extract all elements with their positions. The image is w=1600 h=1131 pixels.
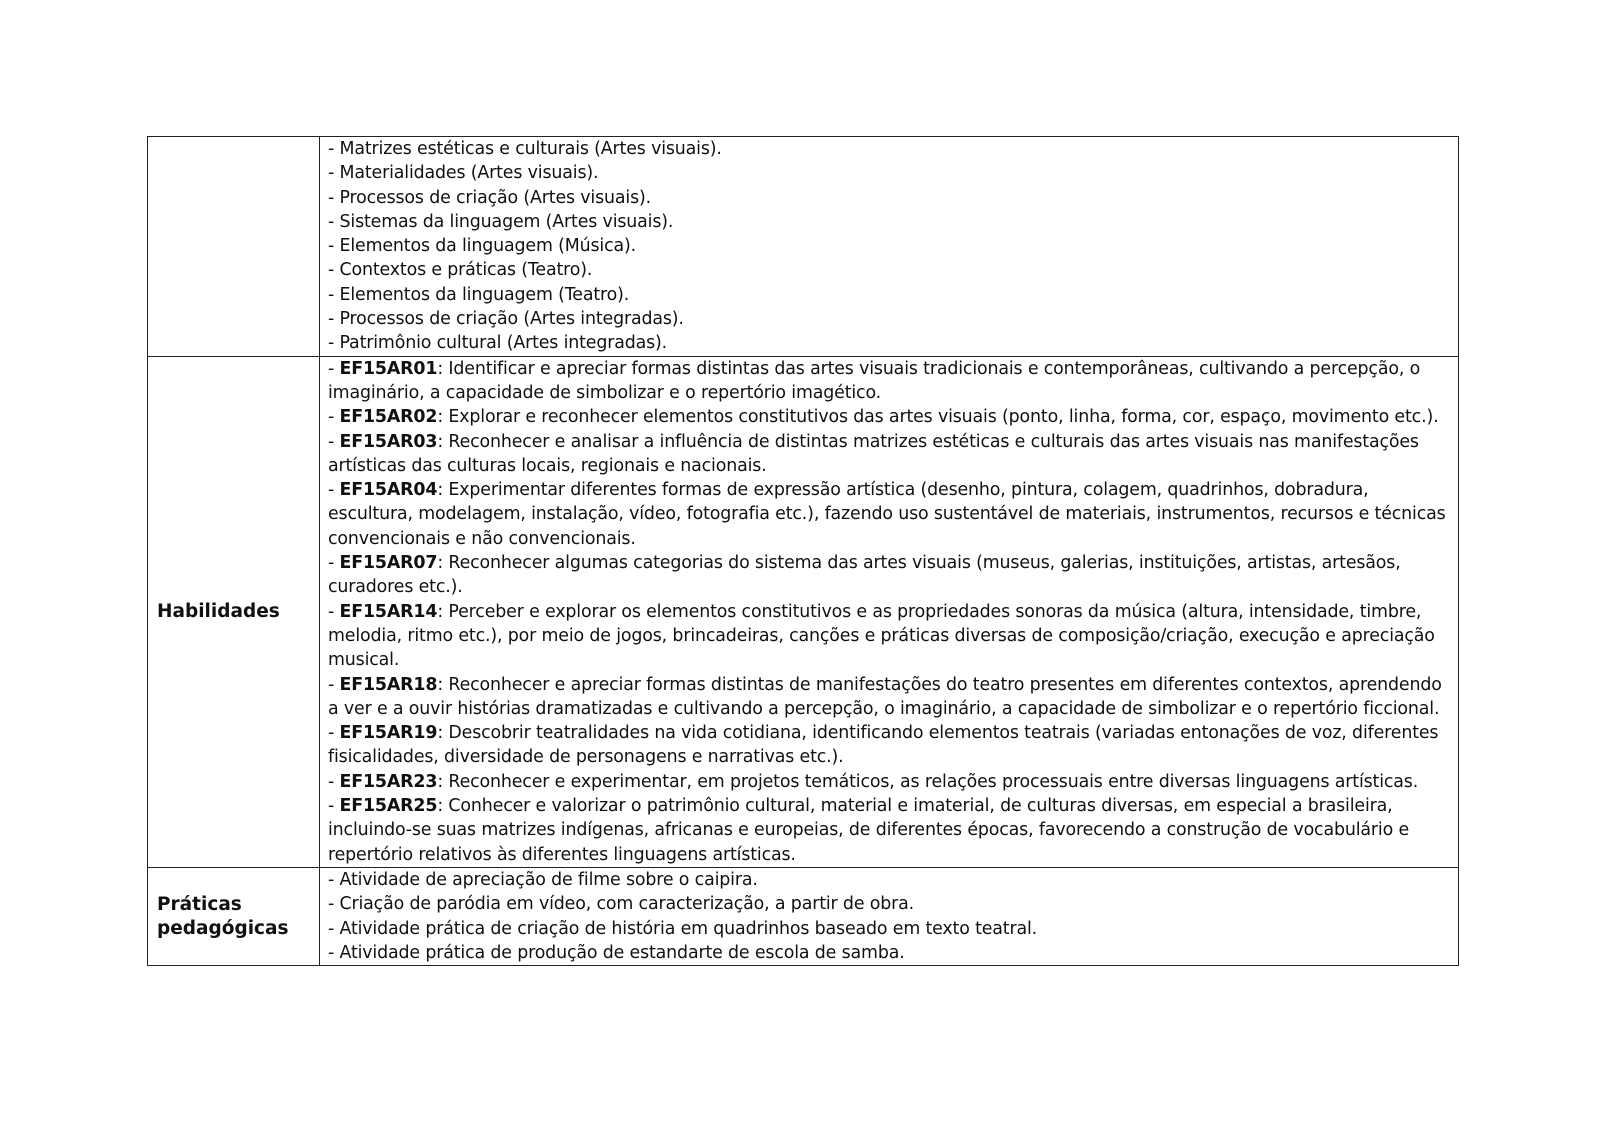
skill-text: : Reconhecer e analisar a influência de distintas matrizes estéticas e culturais das artes visuais nas manifestações artísticas das culturas locais, regionais e nacionais.	[328, 431, 1419, 476]
skill-item: - EF15AR03: Reconhecer e analisar a influência de distintas matrizes estéticas e culturais das artes visuais nas manifestações artísticas das culturas locais, regionais e nacionais.	[328, 431, 1419, 476]
habilidades-list	[320, 356, 1459, 867]
skill-text: : Conhecer e valorizar o patrimônio cultural, material e imaterial, de culturas diversas, em especial a brasileira, incluindo-se suas matrizes indígenas, africanas e europeias, de diferentes épocas, favorecendo a construção de vocabulário e repertório relativos às diferentes linguagens artísticas.	[328, 796, 1410, 865]
skill-text: : Identificar e apreciar formas distintas das artes visuais tradicionais e contemporâneas, cultivando a percepção, o imaginário, a capacidade de simbolizar e o repertório imagético.	[328, 358, 1421, 403]
skill-text: : Reconhecer algumas categorias do sistema das artes visuais (museus, galerias, instituições, artistas, artesãos, curadores etc.).	[328, 553, 1401, 598]
skill-code: EF15AR02	[339, 407, 438, 428]
list-item: - Matrizes estéticas e culturais (Artes visuais).	[328, 139, 722, 159]
skill-item: - EF15AR14: Perceber e explorar os elementos constitutivos e as propriedades sonoras da música (altura, intensidade, timbre, melodia, ritmo etc.), por meio de jogos, brincadeiras, canções e práticas diversas de composição/criação, execução e apreciação musical.	[328, 601, 1435, 671]
skill-text: : Descobrir teatralidades na vida cotidiana, identificando elementos teatrais (variadas entonações de voz, diferentes fisicalidades, diversidade de personagens e narrativas etc.).	[328, 723, 1439, 768]
praticas-row	[148, 867, 1459, 965]
skill-code: EF15AR07	[339, 553, 438, 574]
skill-item: - EF15AR19: Descobrir teatralidades na vida cotidiana, identificando elementos teatrais (variadas entonações de voz, diferentes fisicalidades, diversidade de personagens e narrativas etc.).	[328, 723, 1439, 768]
list-item: - Patrimônio cultural (Artes integradas).	[328, 333, 668, 354]
list-item: - Sistemas da linguagem (Artes visuais).	[328, 211, 674, 232]
skill-code: EF15AR04	[339, 480, 438, 501]
skill-code: EF15AR01	[339, 358, 438, 379]
list-item: - Criação de paródia em vídeo, com caracterização, a partir de obra.	[328, 894, 915, 915]
skill-code: EF15AR14	[339, 601, 438, 622]
list-item: - Atividade prática de produção de estandarte de escola de samba.	[328, 942, 905, 963]
list-item: - Materialidades (Artes visuais).	[328, 163, 599, 184]
skill-item: - EF15AR23: Reconhecer e experimentar, em projetos temáticos, as relações processuais entre diversas linguagens artísticas.	[328, 771, 1419, 792]
habilidades-label: Habilidades	[148, 356, 320, 867]
skill-text: : Reconhecer e apreciar formas distintas de manifestações do teatro presentes em diferentes contextos, aprendendo a ver e a ouvir histórias dramatizadas e cultivando a percepção, o imaginário, a capacidade de simbolizar e o repertório ficcional.	[328, 674, 1442, 719]
praticas-list	[320, 867, 1459, 965]
objects-list	[320, 137, 1459, 357]
habilidades-row	[148, 356, 1459, 867]
list-item: - Atividade de apreciação de filme sobre o caipira.	[328, 869, 758, 890]
praticas-label-line: pedagógicas	[157, 917, 289, 939]
skill-item: - EF15AR04: Experimentar diferentes formas de expressão artística (desenho, pintura, colagem, quadrinhos, dobradura, escultura, modelagem, instalação, vídeo, fotografia etc.), fazendo uso sustentável de materiais, instrumentos, recursos e técnicas convencionais e não convencionais.	[328, 480, 1446, 549]
skill-code: EF15AR19	[339, 723, 438, 744]
curriculum-table	[147, 136, 1459, 966]
list-item: - Elementos da linguagem (Teatro).	[328, 284, 630, 305]
list-item: - Atividade prática de criação de história em quadrinhos baseado em texto teatral.	[328, 918, 1038, 939]
objects-row-label	[148, 137, 320, 357]
skill-text: : Experimentar diferentes formas de expressão artística (desenho, pintura, colagem, quadrinhos, dobradura, escultura, modelagem, instalação, vídeo, fotografia etc.), fazendo uso sustentável de materiais, instrumentos, recursos e técnicas convencionais e não convencionais.	[328, 480, 1446, 549]
skill-item: - EF15AR25: Conhecer e valorizar o patrimônio cultural, material e imaterial, de culturas diversas, em especial a brasileira, incluindo-se suas matrizes indígenas, africanas e europeias, de diferentes épocas, favorecendo a construção de vocabulário e repertório relativos às diferentes linguagens artísticas.	[328, 796, 1410, 865]
praticas-label	[148, 867, 320, 965]
skill-item: - EF15AR01: Identificar e apreciar formas distintas das artes visuais tradicionais e contemporâneas, cultivando a percepção, o imaginário, a capacidade de simbolizar e o repertório imagético.	[328, 358, 1421, 403]
skill-code: EF15AR23	[339, 771, 438, 792]
skill-code: EF15AR18	[339, 674, 438, 695]
list-item: - Processos de criação (Artes integradas).	[328, 309, 684, 330]
skill-item: - EF15AR18: Reconhecer e apreciar formas distintas de manifestações do teatro presentes em diferentes contextos, aprendendo a ver e a ouvir histórias dramatizadas e cultivando a percepção, o imaginário, a capacidade de simbolizar e o repertório ficcional.	[328, 674, 1442, 719]
list-item: - Processos de criação (Artes visuais).	[328, 187, 652, 208]
list-item: - Contextos e práticas (Teatro).	[328, 260, 593, 281]
objects-row	[148, 137, 1459, 357]
skill-item: - EF15AR07: Reconhecer algumas categorias do sistema das artes visuais (museus, galerias, instituições, artistas, artesãos, curadores etc.).	[328, 553, 1401, 598]
praticas-label-line: Práticas	[157, 893, 242, 915]
skill-text: : Reconhecer e experimentar, em projetos temáticos, as relações processuais entre diversas linguagens artísticas.	[437, 771, 1419, 792]
skill-text: : Perceber e explorar os elementos constitutivos e as propriedades sonoras da música (altura, intensidade, timbre, melodia, ritmo etc.), por meio de jogos, brincadeiras, canções e práticas diversas de composição/criação, execução e apreciação musical.	[328, 601, 1435, 671]
skill-item: - EF15AR02: Explorar e reconhecer elementos constitutivos das artes visuais (ponto, linha, forma, cor, espaço, movimento etc.).	[328, 407, 1439, 428]
skill-text: : Explorar e reconhecer elementos constitutivos das artes visuais (ponto, linha, forma, cor, espaço, movimento etc.).	[437, 407, 1439, 428]
skill-code: EF15AR03	[339, 431, 438, 452]
skill-code: EF15AR25	[339, 796, 438, 817]
list-item: - Elementos da linguagem (Música).	[328, 236, 636, 257]
